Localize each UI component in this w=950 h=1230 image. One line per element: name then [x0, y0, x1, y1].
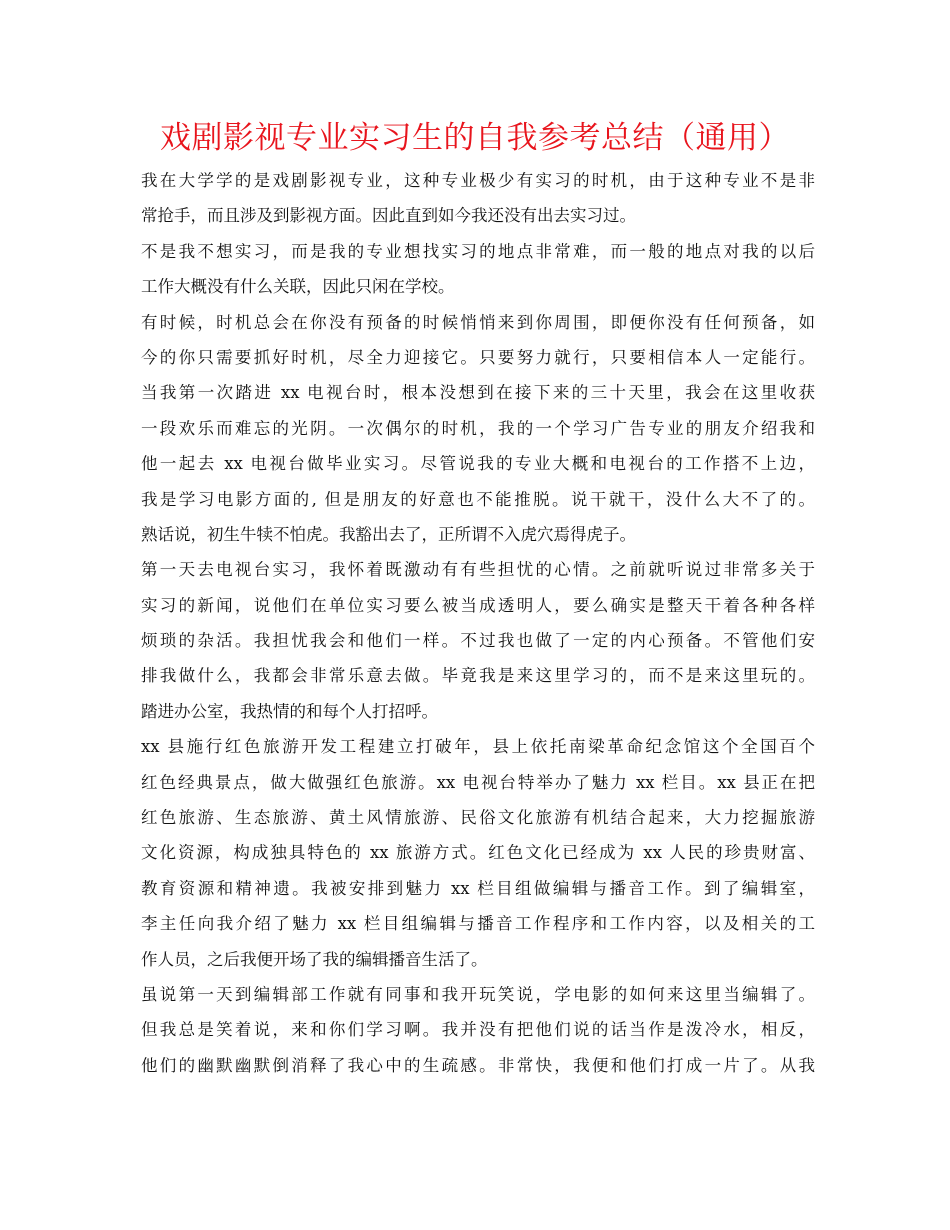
body-line: 他们的幽默幽默倒消释了我心中的生疏感。非常快，我便和他们打成一片了。从我	[141, 1055, 815, 1075]
document-body	[141, 163, 815, 1083]
body-line: 不是我不想实习，而是我的专业想找实习的地点非常难，而一般的地点对我的以后	[141, 241, 815, 261]
body-line: 第一天去电视台实习，我怀着既激动有有些担忧的心情。之前就听说过非常多关于	[141, 560, 815, 580]
body-line: 一段欢乐而难忘的光阴。一次偶尔的时机，我的一个学习广告专业的朋友介绍我和	[141, 418, 815, 438]
body-line: 踏进办公室，我热情的和每个人打招呼。	[141, 701, 438, 721]
body-line: 当我第一次踏进 xx 电视台时，根本没想到在接下来的三十天里，我会在这里收获	[141, 383, 815, 403]
body-line: 教育资源和精神遗。我被安排到魅力 xx 栏目组做编辑与播音工作。到了编辑室，	[141, 878, 815, 898]
body-line: 他一起去 xx 电视台做毕业实习。尽管说我的专业大概和电视台的工作搭不上边，	[141, 454, 815, 474]
body-line: 实习的新闻，说他们在单位实习要么被当成透明人，要么确实是整天干着各种各样	[141, 595, 815, 615]
body-line: 但我总是笑着说，来和你们学习啊。我并没有把他们说的话当作是泼冷水，相反，	[141, 1020, 815, 1040]
body-line: 工作大概没有什么关联，因此只闲在学校。	[141, 277, 455, 297]
body-line: 常抢手，而且涉及到影视方面。因此直到如今我还没有出去实习过。	[141, 206, 636, 226]
body-line: 文化资源，构成独具特色的 xx 旅游方式。红色文化已经成为 xx 人民的珍贵财富、	[141, 843, 815, 863]
body-line: 今的你只需要抓好时机，尽全力迎接它。只要努力就行，只要相信本人一定能行。	[141, 347, 815, 367]
body-line: 我是学习电影方面的, 但是朋友的好意也不能推脱。说干就干，没什么大不了的。	[141, 489, 815, 509]
body-line: xx 县施行红色旅游开发工程建立打破年，县上依托南梁革命纪念馆这个全国百个	[141, 737, 815, 757]
body-line: 我在大学学的是戏剧影视专业，这种专业极少有实习的时机，由于这种专业不是非	[141, 171, 815, 190]
body-line: 虽说第一天到编辑部工作就有同事和我开玩笑说，学电影的如何来这里当编辑了。	[141, 984, 815, 1004]
body-line: 红色经典景点，做大做强红色旅游。xx 电视台特举办了魅力 xx 栏目。xx 县正在把	[141, 772, 815, 792]
body-line: 熟话说，初生牛犊不怕虎。我豁出去了，正所谓不入虎穴焉得虎子。	[141, 524, 636, 544]
body-line: 烦琐的杂活。我担忧我会和他们一样。不过我也做了一定的内心预备。不管他们安	[141, 631, 815, 651]
body-line: 有时候，时机总会在你没有预备的时候悄悄来到你周围，即便你没有任何预备，如	[141, 312, 815, 332]
document-title: 戏剧影视专业实习生的自我参考总结（通用）	[160, 120, 790, 156]
body-line: 红色旅游、生态旅游、黄土风情旅游、民俗文化旅游有机结合起来，大力挖掘旅游	[141, 808, 815, 828]
body-line: 作人员，之后我便开场了我的编辑播音生活了。	[141, 949, 488, 969]
body-line: 李主任向我介绍了魅力 xx 栏目组编辑与播音工作程序和工作内容，以及相关的工	[141, 914, 815, 934]
body-line: 排我做什么，我都会非常乐意去做。毕竟我是来这里学习的，而不是来这里玩的。	[141, 666, 815, 686]
